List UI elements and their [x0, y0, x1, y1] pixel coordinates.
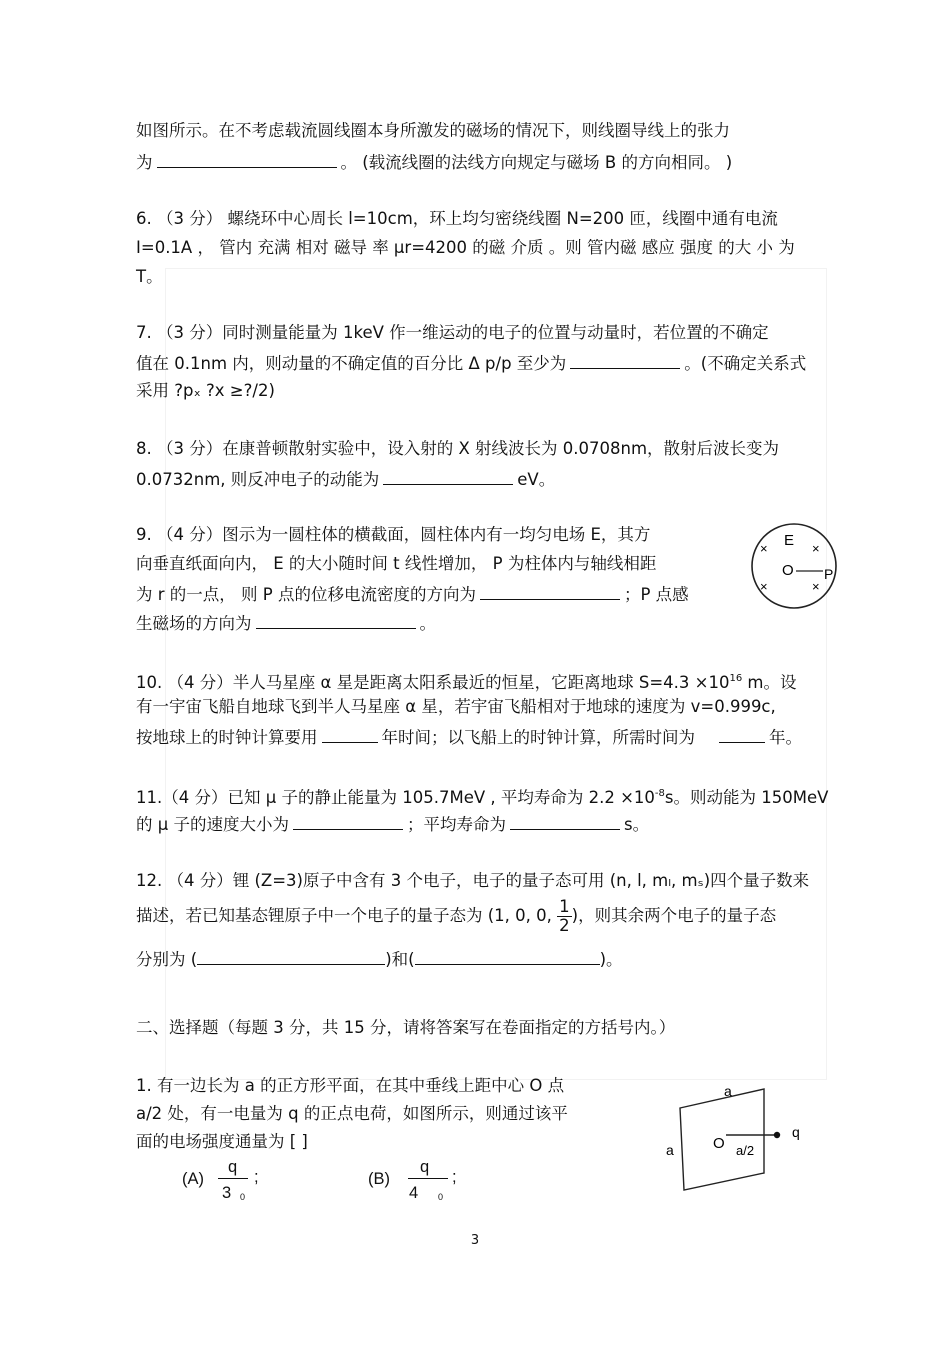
q9-line2: 向垂直纸面向内， E 的大小随时间 t 线性增加， P 为柱体内与轴线相距	[136, 554, 657, 573]
q11-line2-prefix: 的 μ 子的速度大小为	[136, 815, 289, 834]
q9-line4	[136, 612, 436, 634]
fraction-numerator: 1	[559, 897, 570, 916]
q10-line1-suffix: m。设	[742, 673, 797, 692]
q12-line3-middle: )和(	[385, 950, 415, 969]
q9-line3-suffix: ；P 点感	[623, 585, 689, 604]
q10-line3-prefix: 按地球上的时钟计算要用	[136, 728, 318, 747]
q12-line3	[136, 948, 623, 970]
q8-line2	[136, 468, 555, 490]
q11-answer-blank-1[interactable]	[293, 813, 403, 830]
q5-line1: 如图所示。在不考虑载流圆线圈本身所激发的磁场的情况下，则线圈导线上的张力	[136, 121, 730, 140]
c1-line2: a/2 处，有一电量为 q 的正点电荷，如图所示，则通过该平	[136, 1104, 568, 1123]
option-b-denominator: 4	[409, 1184, 419, 1202]
option-a-denominator: 3	[222, 1184, 232, 1202]
q10-line3	[136, 726, 802, 748]
q11-line2-suffix: s。	[624, 815, 650, 834]
q10-line1-text: 10. （4 分）半人马星座 α 星是距离太阳系最近的恒星，它距离地球 S=4.3 ×10	[136, 673, 730, 692]
fig-label-half: a/2	[736, 1143, 755, 1158]
option-a-numerator: q	[228, 1158, 238, 1176]
q5-line2	[136, 151, 732, 173]
q9-line1: 9. （4 分）图示为一圆柱体的横截面，圆柱体内有一均匀电场 E，其方	[136, 525, 651, 544]
q7-answer-blank[interactable]	[570, 352, 680, 369]
q6-line1: 6. （3 分） 螺绕环中心周长 l=10cm，环上均匀密绕线圈 N=200 匝，线圈中通有电流	[136, 209, 778, 228]
option-b-numerator: q	[420, 1158, 430, 1176]
q9-line3-prefix: 为 r 的一点， 则 P 点的位移电流密度的方向为	[136, 585, 476, 604]
q9-line3	[136, 583, 689, 605]
fraction-denominator: 2	[559, 916, 570, 935]
option-b-fraction-bar	[408, 1178, 448, 1179]
q7-line2	[136, 352, 806, 374]
fig-label-e: E	[784, 532, 795, 549]
q12-line1: 12. （4 分）锂 (Z=3)原子中含有 3 个电子，电子的量子态可用 (n, l, mₗ, mₛ)四个量子数来	[136, 871, 810, 890]
fig-label-o: O	[713, 1135, 725, 1152]
q7-line2-prefix: 值在 0.1nm 内，则动量的不确定值的百分比 Δ p/p 至少为	[136, 354, 567, 373]
fig-label-a-top: a	[724, 1083, 732, 1099]
q8-line2-suffix: eV。	[517, 470, 556, 489]
q11-line1-suffix: s。则动能为 150MeV	[664, 788, 829, 807]
q6-line3: T。	[136, 267, 163, 286]
q12-line2-suffix: )，则其余两个电子的量子态	[571, 906, 777, 925]
q9-answer-blank-1[interactable]	[480, 583, 620, 600]
q10-exponent: 16	[729, 673, 743, 684]
q12-line3-prefix: 分别为 (	[136, 950, 198, 969]
c1-square-figure	[660, 1080, 820, 1195]
q10-line1	[136, 669, 797, 693]
point-charge	[774, 1132, 780, 1138]
fig-label-q: q	[792, 1124, 800, 1140]
option-b-subscript: 0	[438, 1192, 444, 1202]
q10-line3-suffix: 年。	[769, 728, 802, 747]
q5-answer-blank[interactable]	[157, 151, 337, 168]
q11-line1-text: 11.（4 分）已知 μ 子的静止能量为 105.7MeV , 平均寿命为 2.2 ×10	[136, 788, 655, 807]
q10-line2: 有一宇宙飞船自地球飞到半人马星座 α 星，若宇宙飞船相对于地球的速度为 v=0.999c,	[136, 697, 776, 716]
fig-cross-4: ×	[812, 579, 820, 594]
q5-line2-suffix: 。 (载流线圈的法线方向规定与磁场 B 的方向相同。 )	[340, 153, 733, 172]
c1-line1: 1. 有一边长为 a 的正方形平面，在其中垂线上距中心 O 点	[136, 1076, 565, 1095]
q12-fraction	[557, 898, 572, 935]
q12-line3-suffix: )。	[599, 950, 623, 969]
section2-heading: 二、选择题（每题 3 分，共 15 分，请将答案写在卷面指定的方括号内。）	[136, 1018, 676, 1037]
q12-line2	[136, 896, 776, 936]
option-a-fraction-bar	[218, 1178, 248, 1179]
q7-line3: 采用 ?pₓ ?x ≥?/2)	[136, 381, 275, 400]
q12-answer-blank-1[interactable]	[197, 948, 385, 965]
q8-answer-blank[interactable]	[383, 468, 513, 485]
option-a-semicolon: ;	[254, 1168, 259, 1186]
q9-line4-suffix: 。	[419, 614, 436, 633]
q10-line3-middle: 年时间；以飞船上的时钟计算，所需时间为	[381, 728, 695, 747]
fig-cross-1: ×	[760, 541, 768, 556]
q7-line1: 7. （3 分）同时测量能量为 1keV 作一维运动的电子的位置与动量时，若位置的不确定	[136, 323, 769, 342]
q9-line4-prefix: 生磁场的方向为	[136, 614, 252, 633]
c1-line3: 面的电场强度通量为 [ ]	[136, 1132, 308, 1151]
option-b-semicolon: ;	[452, 1168, 457, 1186]
q5-line2-prefix: 为	[136, 153, 153, 172]
q9-cylinder-figure	[746, 518, 846, 614]
fig-label-a-left: a	[666, 1142, 674, 1158]
fig-label-p: P	[824, 566, 834, 582]
q8-line1: 8. （3 分）在康普顿散射实验中，设入射的 X 射线波长为 0.0708nm，散射后波长变为	[136, 439, 780, 458]
page-number: 3	[470, 1233, 480, 1248]
q11-answer-blank-2[interactable]	[510, 813, 620, 830]
q8-line2-prefix: 0.0732nm, 则反冲电子的动能为	[136, 470, 380, 489]
option-b-label: (B)	[368, 1170, 390, 1188]
q11-line2	[136, 813, 649, 835]
q9-answer-blank-2[interactable]	[256, 612, 416, 629]
q6-line2: I=0.1A ， 管内 充满 相对 磁导 率 μr=4200 的磁 介质 。则 管内磁 感应 强度 的大 小 为	[136, 238, 795, 257]
fig-cross-2: ×	[812, 541, 820, 556]
fig-cross-3: ×	[760, 579, 768, 594]
q12-line2-prefix: 描述，若已知基态锂原子中一个电子的量子态为 (1, 0, 0,	[136, 906, 558, 925]
q10-answer-blank-2[interactable]	[719, 726, 765, 743]
q11-line1	[136, 784, 828, 808]
option-a-label: (A)	[182, 1170, 204, 1188]
q7-line2-suffix: 。(不确定关系式	[684, 354, 807, 373]
q12-answer-blank-2[interactable]	[415, 948, 600, 965]
q11-exponent: -8	[654, 788, 665, 799]
q11-line2-middle: ；平均寿命为	[407, 815, 506, 834]
q10-answer-blank-1[interactable]	[322, 726, 378, 743]
option-a-subscript: 0	[240, 1192, 246, 1202]
fig-label-o: O	[782, 562, 794, 579]
